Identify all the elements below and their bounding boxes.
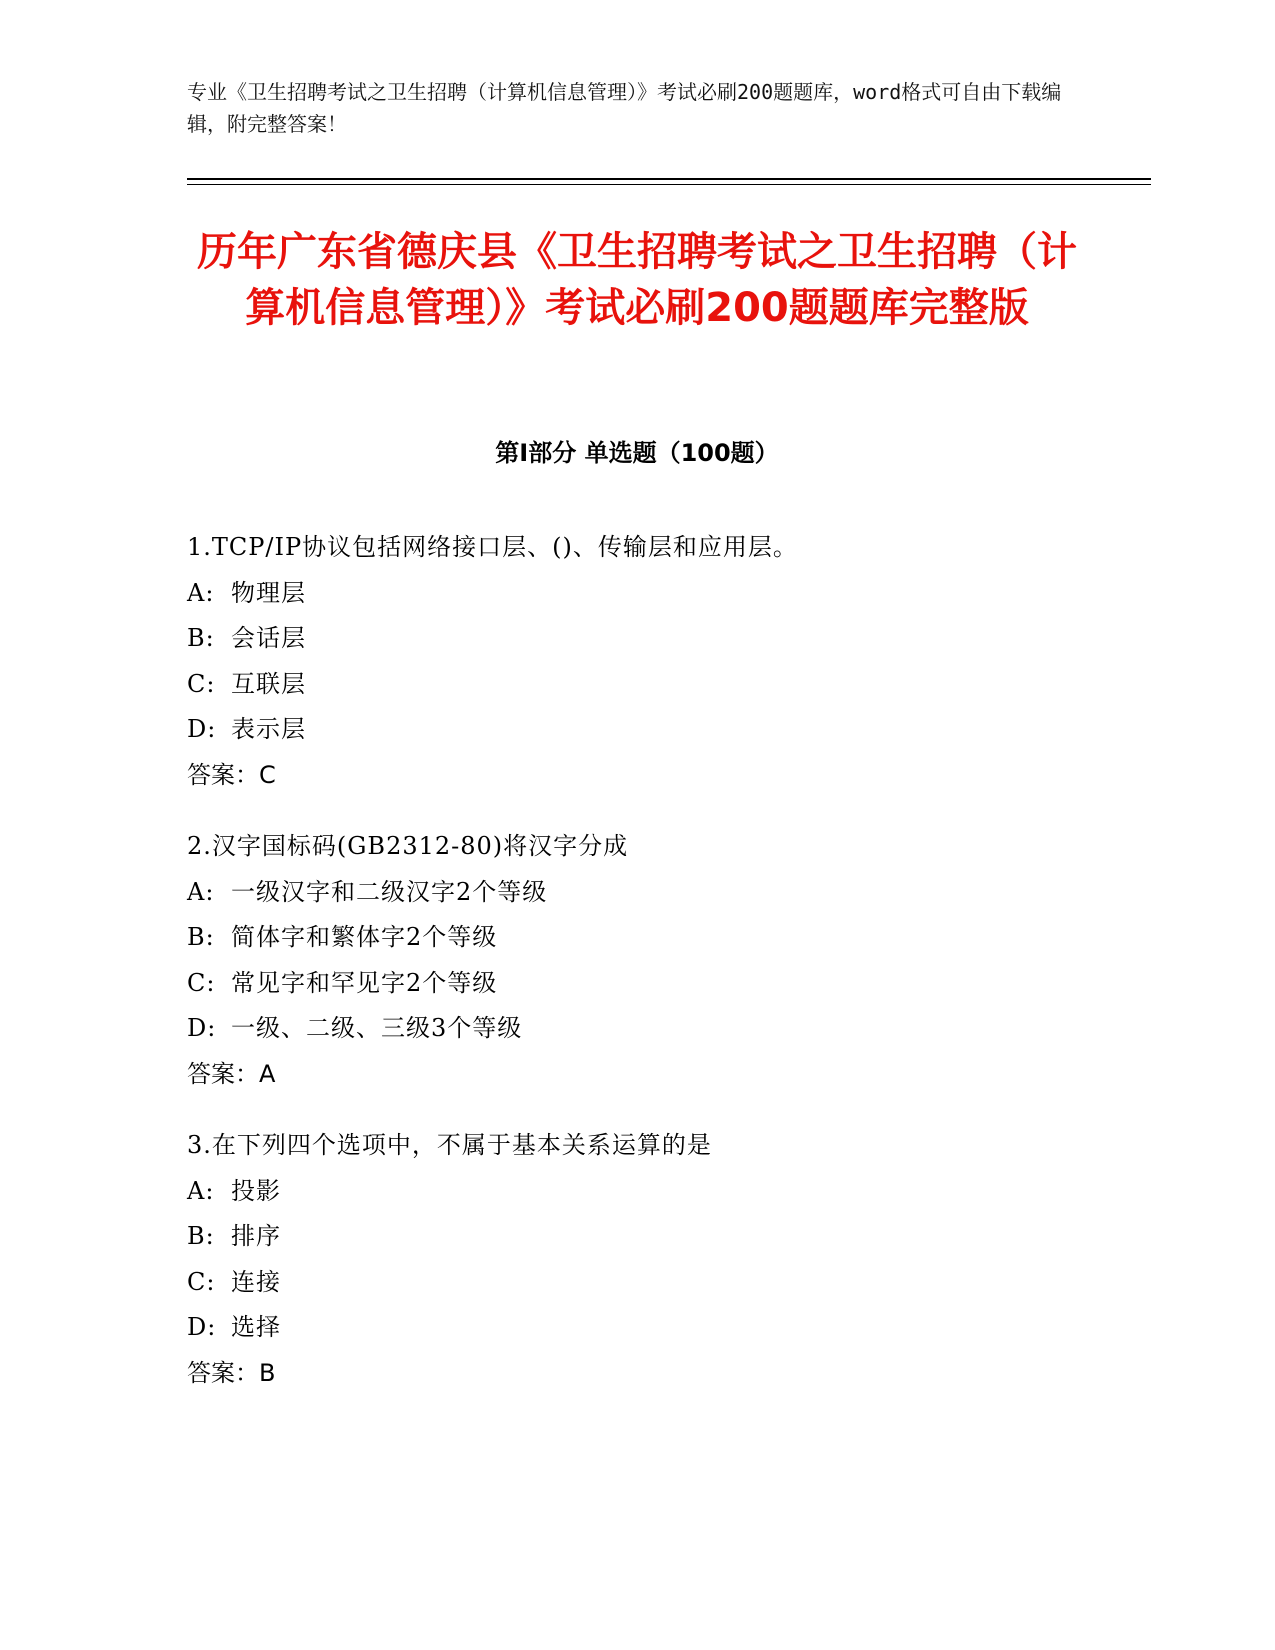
option-key: A: (187, 877, 215, 906)
question-2 (187, 824, 1151, 1097)
option-text: 简体字和繁体字2个等级 (231, 923, 498, 951)
option-text: 选择 (231, 1313, 281, 1341)
option-c (187, 662, 1151, 708)
header-divider-thick (187, 178, 1151, 180)
option-a (187, 571, 1151, 617)
option-text: 常见字和罕见字2个等级 (231, 968, 498, 997)
option-key: B: (187, 624, 215, 652)
option-key: C: (187, 669, 216, 698)
section-title: 第I部分 单选题（100题） (495, 439, 779, 467)
option-b (187, 1214, 1151, 1260)
option-text: 一级汉字和二级汉字2个等级 (231, 877, 548, 906)
option-key: D: (187, 1313, 217, 1341)
question-stem: 1.TCP/IP协议包括网络接口层、()、传输层和应用层。 (187, 533, 798, 561)
option-d (187, 1006, 1151, 1052)
document-title: 历年广东省德庆县《卫生招聘考试之卫生招聘（计算机信息管理）》考试必刷200题题库完整版 (197, 229, 1077, 331)
header-note: 专业《卫生招聘考试之卫生招聘（计算机信息管理）》考试必刷200题题库，word格式可自由下载编辑，附完整答案！ (187, 80, 1062, 136)
question-list (187, 525, 1151, 1422)
option-text: 互联层 (231, 669, 306, 698)
option-key: B: (187, 1222, 215, 1250)
option-text: 物理层 (231, 578, 306, 607)
option-d (187, 1305, 1151, 1351)
option-d (187, 707, 1151, 753)
option-a (187, 870, 1151, 916)
answer: 答案：A (187, 1059, 276, 1088)
option-text: 一级、二级、三级3个等级 (231, 1014, 523, 1042)
option-key: A: (187, 1176, 215, 1205)
option-b (187, 616, 1151, 662)
answer: 答案：C (187, 760, 276, 789)
option-text: 排序 (231, 1222, 281, 1250)
option-key: C: (187, 968, 216, 997)
option-c (187, 1260, 1151, 1306)
option-key: A: (187, 578, 215, 607)
option-key: D: (187, 1014, 217, 1042)
option-key: C: (187, 1267, 216, 1296)
option-text: 投影 (231, 1176, 281, 1205)
option-a (187, 1169, 1151, 1215)
question-1 (187, 525, 1151, 798)
option-text: 会话层 (231, 624, 306, 652)
question-3 (187, 1123, 1151, 1396)
answer: 答案：B (187, 1358, 276, 1387)
question-stem: 2.汉字国标码(GB2312-80)将汉字分成 (187, 832, 629, 860)
option-b (187, 915, 1151, 961)
question-stem: 3.在下列四个选项中，不属于基本关系运算的是 (187, 1131, 712, 1159)
option-key: B: (187, 923, 215, 951)
option-c (187, 961, 1151, 1007)
option-key: D: (187, 715, 217, 743)
option-text: 连接 (231, 1267, 281, 1296)
option-text: 表示层 (231, 715, 306, 743)
header-divider-thin (187, 184, 1151, 185)
